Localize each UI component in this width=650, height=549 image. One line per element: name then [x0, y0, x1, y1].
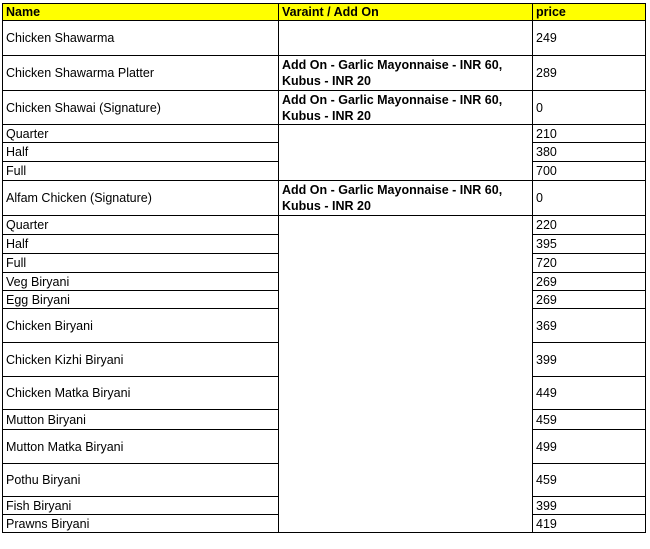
item-name: Alfam Chicken (Signature): [3, 181, 279, 216]
item-name: Chicken Biryani: [3, 309, 279, 343]
item-price: 499: [533, 430, 646, 464]
item-price: 459: [533, 464, 646, 497]
table-row: [3, 21, 646, 56]
item-name: Mutton Matka Biryani: [3, 430, 279, 464]
item-name: Pothu Biryani: [3, 464, 279, 497]
table-row: [3, 91, 646, 125]
item-name: Half: [3, 235, 279, 254]
item-price: 0: [533, 181, 646, 216]
header-row: [3, 4, 646, 21]
table-row: [3, 216, 646, 235]
item-price: 419: [533, 515, 646, 533]
table-row: [3, 125, 646, 143]
item-variant: Add On - Garlic Mayonnaise - INR 60, Kubus - INR 20: [279, 56, 533, 91]
item-variant: Add On - Garlic Mayonnaise - INR 60, Kubus - INR 20: [279, 91, 533, 125]
header-price: price: [533, 4, 646, 21]
table-row: [3, 181, 646, 216]
item-variant: [279, 216, 533, 533]
item-price: 399: [533, 497, 646, 515]
item-name: Prawns Biryani: [3, 515, 279, 533]
item-price: 720: [533, 254, 646, 273]
item-name: Veg Biryani: [3, 273, 279, 291]
item-name: Egg Biryani: [3, 291, 279, 309]
item-name: Chicken Shawarma: [3, 21, 279, 56]
item-price: 0: [533, 91, 646, 125]
item-price: 269: [533, 291, 646, 309]
item-name: Half: [3, 143, 279, 162]
item-name: Quarter: [3, 125, 279, 143]
table-row: [3, 56, 646, 91]
header-variant: Varaint / Add On: [279, 4, 533, 21]
item-price: 220: [533, 216, 646, 235]
table-body: [3, 21, 646, 533]
item-price: 700: [533, 162, 646, 181]
menu-price-table: [2, 3, 646, 533]
item-price: 380: [533, 143, 646, 162]
item-name: Fish Biryani: [3, 497, 279, 515]
item-name: Full: [3, 254, 279, 273]
item-name: Chicken Kizhi Biryani: [3, 343, 279, 377]
item-price: 395: [533, 235, 646, 254]
item-name: Full: [3, 162, 279, 181]
item-price: 249: [533, 21, 646, 56]
item-name: Chicken Matka Biryani: [3, 377, 279, 410]
item-variant: Add On - Garlic Mayonnaise - INR 60, Kubus - INR 20: [279, 181, 533, 216]
item-price: 399: [533, 343, 646, 377]
item-price: 449: [533, 377, 646, 410]
item-price: 289: [533, 56, 646, 91]
item-price: 459: [533, 410, 646, 430]
item-name: Chicken Shawarma Platter: [3, 56, 279, 91]
item-name: Chicken Shawai (Signature): [3, 91, 279, 125]
header-name: Name: [3, 4, 279, 21]
item-variant: [279, 125, 533, 181]
item-price: 369: [533, 309, 646, 343]
item-name: Mutton Biryani: [3, 410, 279, 430]
item-variant: [279, 21, 533, 56]
item-name: Quarter: [3, 216, 279, 235]
item-price: 269: [533, 273, 646, 291]
item-price: 210: [533, 125, 646, 143]
